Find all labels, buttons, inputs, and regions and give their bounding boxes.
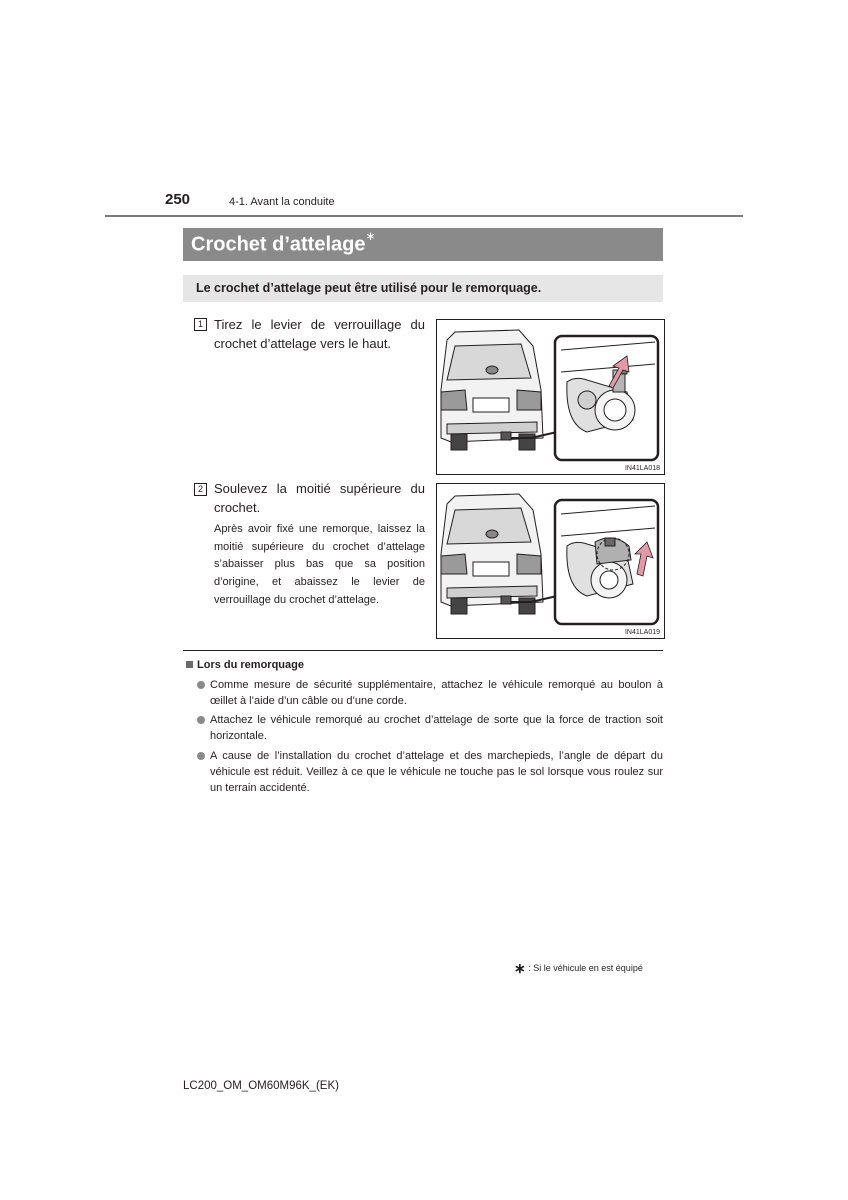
figure-code: IN41LA019 (624, 629, 660, 636)
footnote-text: : Si le véhicule en est équipé (528, 963, 643, 973)
step-number-2: 2 (194, 483, 207, 496)
list-item-text: Comme mesure de sécurité supplémentaire, attachez le véhicule remorqué au boulon à œillet à l’aide d’un câble ou d’une corde. (210, 679, 663, 707)
bullet-dot-icon (197, 681, 205, 689)
figure-raise-hook (436, 483, 665, 639)
step-text-1: Tirez le levier de verrouillage du crochet d’attelage vers le haut. (214, 317, 425, 351)
bullet-dot-icon (197, 716, 205, 724)
list-item-text: A cause de l’installation du crochet d’attelage et des marchepieds, l’angle de départ du véhicule est réduit. Veillez à ce que le véhicule ne touche pas le sol lorsque vous roulez sur un terrain accidenté. (210, 750, 663, 794)
list-item (197, 677, 663, 709)
document-code: LC200_OM_OM60M96K_(EK) (183, 1080, 339, 1092)
section-title: 4-1. Avant la conduite (229, 196, 335, 208)
list-item-text: Attachez le véhicule remorqué au crochet d’attelage de sorte que la force de traction soit horizontale. (210, 714, 663, 742)
vehicle-rear-illustration (437, 320, 664, 474)
step-subtext-2: Après avoir fixé une remorque, laissez la moitié supérieure du crochet d’attelage s’abaisser plus bas que sa position d’origine, et abaissez le levier de verrouillage du crochet d’attelage. (214, 523, 425, 606)
section-divider (183, 650, 663, 651)
intro-box (183, 275, 663, 302)
figure-code: IN41LA018 (624, 465, 660, 472)
title-bar (183, 228, 663, 261)
footnote-star: ∗ (514, 960, 526, 976)
list-item (197, 712, 663, 744)
optional-equipment-mark: ∗ (365, 229, 376, 243)
bullet-dot-icon (197, 752, 205, 760)
page-number: 250 (165, 191, 191, 208)
page-title (191, 229, 376, 257)
footnote (514, 960, 643, 977)
square-bullet-icon (186, 661, 193, 668)
step-text-2: Soulevez la moitié supérieure du crochet. (214, 481, 425, 515)
figure-unlock-lever (436, 319, 665, 475)
intro-text: Le crochet d’attelage peut être utilisé pour le remorquage. (196, 281, 542, 295)
vehicle-rear-illustration-2 (437, 484, 664, 638)
list-item (197, 748, 663, 796)
header-rule (105, 215, 743, 217)
note-heading-text: Lors du remorquage (197, 659, 304, 671)
note-heading (186, 659, 304, 671)
step-number-1: 1 (194, 318, 207, 331)
page-title-text: Crochet d’attelage (191, 233, 366, 256)
